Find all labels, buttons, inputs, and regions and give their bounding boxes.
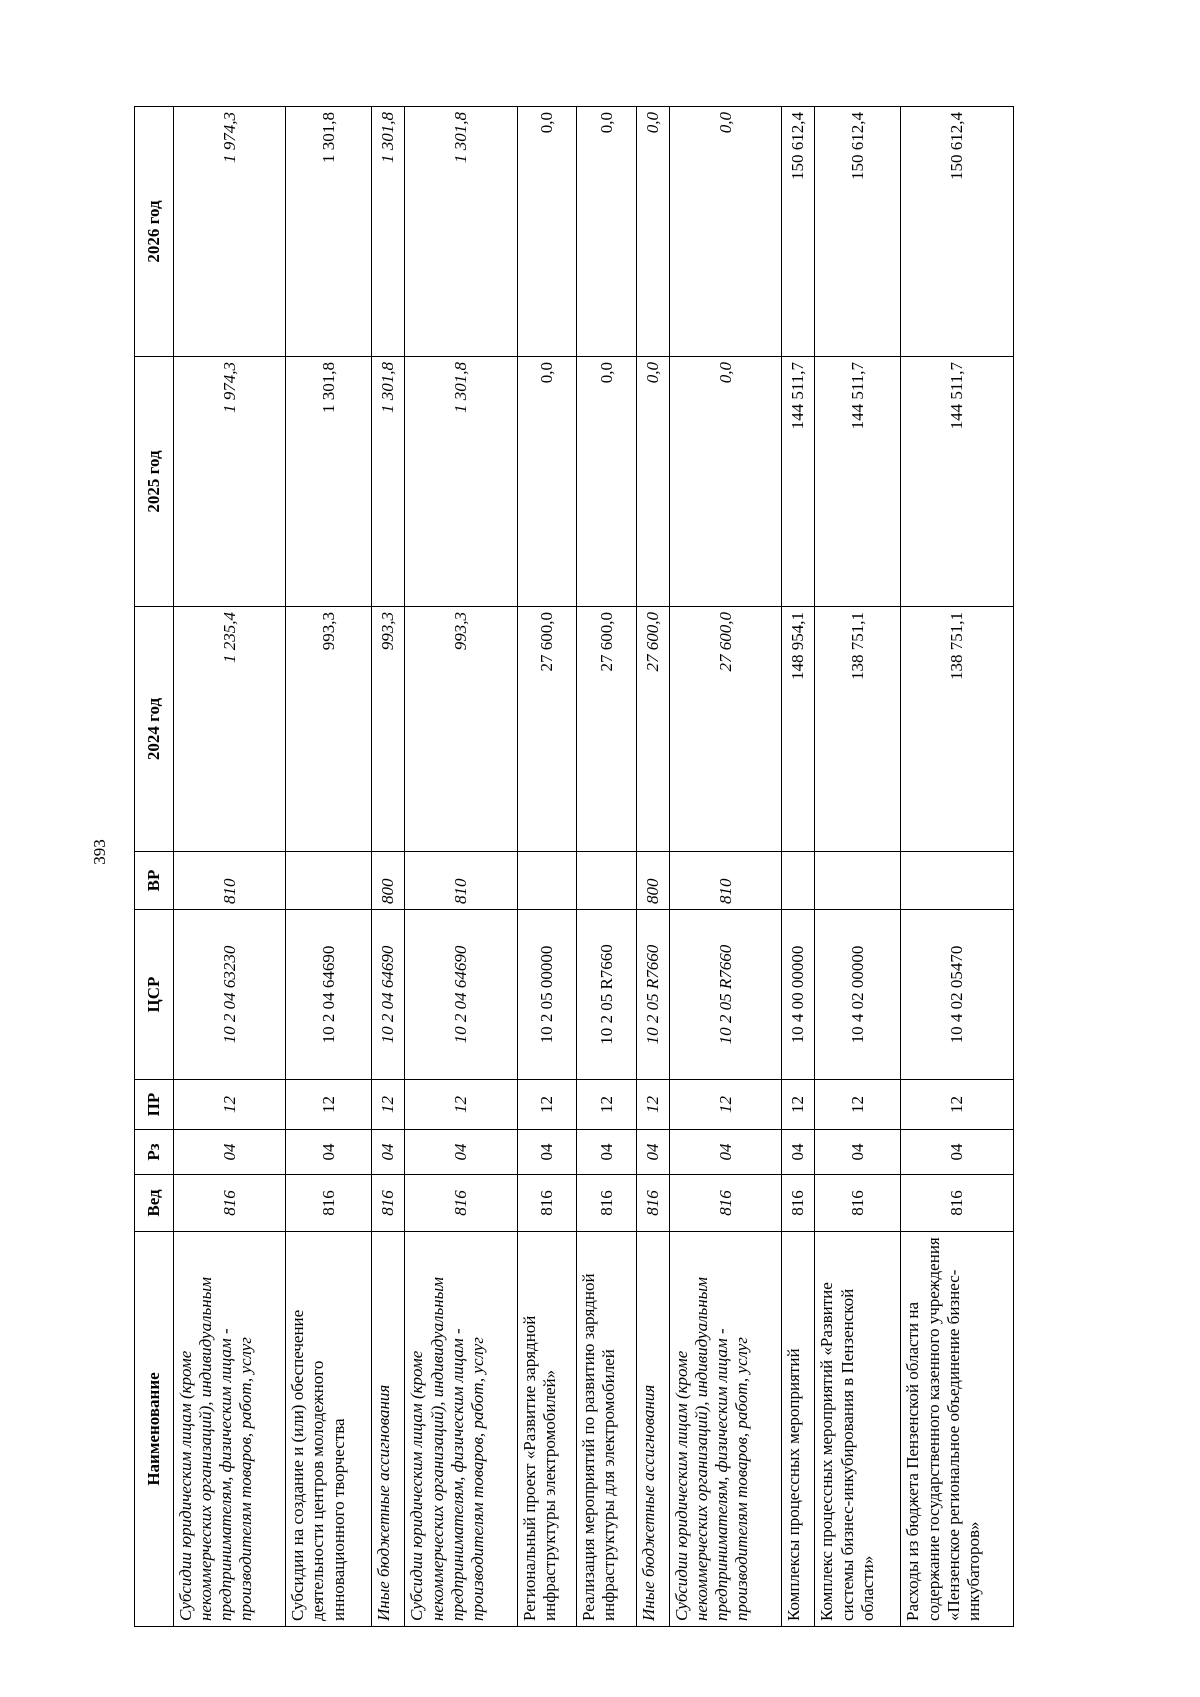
table-cell-ved: 816 bbox=[517, 1175, 577, 1232]
table-row bbox=[782, 107, 815, 1627]
table-cell-pr: 12 bbox=[577, 1080, 637, 1130]
table-row bbox=[286, 107, 372, 1627]
table-cell-2025: 144 511,7 bbox=[782, 357, 815, 607]
table-row bbox=[174, 107, 286, 1627]
table-cell-2025: 1 974,3 bbox=[174, 357, 286, 607]
table-cell-csr: 10 4 00 00000 bbox=[782, 910, 815, 1080]
table-row bbox=[372, 107, 405, 1627]
table-cell-pr: 12 bbox=[782, 1080, 815, 1130]
table-cell-2024: 138 751,1 bbox=[815, 607, 901, 852]
table-cell-vr: 810 bbox=[405, 852, 517, 910]
table-cell-2025: 1 301,8 bbox=[405, 357, 517, 607]
table-cell-2024: 27 600,0 bbox=[577, 607, 637, 852]
table-cell-pr: 12 bbox=[901, 1080, 1014, 1130]
table-cell-ved: 816 bbox=[669, 1175, 781, 1232]
table-cell-name: Иные бюджетные ассигнования bbox=[372, 1232, 405, 1627]
table-cell-2025: 0,0 bbox=[517, 357, 577, 607]
table-cell-vr: 810 bbox=[174, 852, 286, 910]
table-cell-2024: 148 954,1 bbox=[782, 607, 815, 852]
header-pr: ПР bbox=[135, 1080, 174, 1130]
table-header-row bbox=[135, 107, 174, 1627]
table-row bbox=[815, 107, 901, 1627]
table-cell-name: Субсидии юридическим лицам (кроме некоммерческих организаций), индивидуальным предпринимателям, физическим лицам - производителям товаров, работ, услуг bbox=[405, 1232, 517, 1627]
table-cell-rz: 04 bbox=[174, 1130, 286, 1175]
table-cell-pr: 12 bbox=[669, 1080, 781, 1130]
table-cell-ved: 816 bbox=[901, 1175, 1014, 1232]
page-number: 393 bbox=[90, 839, 109, 865]
table-cell-pr: 12 bbox=[636, 1080, 669, 1130]
table-cell-pr: 12 bbox=[286, 1080, 372, 1130]
table-cell-2026: 0,0 bbox=[636, 107, 669, 357]
table-cell-rz: 04 bbox=[782, 1130, 815, 1175]
table-cell-csr: 10 2 05 00000 bbox=[517, 910, 577, 1080]
header-name: Наименование bbox=[135, 1232, 174, 1627]
budget-table-sheet bbox=[134, 107, 1014, 1627]
table-cell-vr: 810 bbox=[669, 852, 781, 910]
table-cell-2025: 0,0 bbox=[577, 357, 637, 607]
table-cell-ved: 816 bbox=[405, 1175, 517, 1232]
table-cell-2024: 138 751,1 bbox=[901, 607, 1014, 852]
table-cell-2025: 144 511,7 bbox=[901, 357, 1014, 607]
table-cell-2026: 1 301,8 bbox=[286, 107, 372, 357]
table-cell-name: Реализация мероприятий по развитию зарядной инфраструктуры для электромобилей bbox=[577, 1232, 637, 1627]
table-cell-name: Иные бюджетные ассигнования bbox=[636, 1232, 669, 1627]
table-cell-csr: 10 4 02 05470 bbox=[901, 910, 1014, 1080]
table-cell-vr bbox=[577, 852, 637, 910]
table-cell-name: Расходы из бюджета Пензенской области на содержание государственного казенного учреждения «Пензенское региональное объединение бизнес-инкубаторов» bbox=[901, 1232, 1014, 1627]
table-cell-vr bbox=[286, 852, 372, 910]
table-cell-ved: 816 bbox=[286, 1175, 372, 1232]
table-cell-2026: 0,0 bbox=[517, 107, 577, 357]
table-cell-csr: 10 4 02 00000 bbox=[815, 910, 901, 1080]
table-row bbox=[517, 107, 577, 1627]
table-cell-rz: 04 bbox=[901, 1130, 1014, 1175]
table-cell-pr: 12 bbox=[174, 1080, 286, 1130]
table-cell-vr bbox=[901, 852, 1014, 910]
table-cell-2025: 1 301,8 bbox=[286, 357, 372, 607]
table-cell-2024: 1 235,4 bbox=[174, 607, 286, 852]
table-cell-rz: 04 bbox=[577, 1130, 637, 1175]
table-cell-2024: 27 600,0 bbox=[517, 607, 577, 852]
table-cell-vr bbox=[517, 852, 577, 910]
table-cell-2026: 1 301,8 bbox=[372, 107, 405, 357]
table-cell-name: Комплексы процессных мероприятий bbox=[782, 1232, 815, 1627]
table-cell-csr: 10 2 05 R7660 bbox=[636, 910, 669, 1080]
table-cell-name: Комплекс процессных мероприятий «Развитие системы бизнес-инкубирования в Пензенской области» bbox=[815, 1232, 901, 1627]
table-cell-2024: 993,3 bbox=[372, 607, 405, 852]
table-cell-rz: 04 bbox=[517, 1130, 577, 1175]
table-cell-name: Субсидии юридическим лицам (кроме некоммерческих организаций), индивидуальным предпринимателям, физическим лицам - производителям товаров, работ, услуг bbox=[669, 1232, 781, 1627]
table-cell-vr: 800 bbox=[636, 852, 669, 910]
table-cell-2026: 1 974,3 bbox=[174, 107, 286, 357]
table-cell-name: Субсидии на создание и (или) обеспечение деятельности центров молодежного инновационного творчества bbox=[286, 1232, 372, 1627]
table-cell-2026: 1 301,8 bbox=[405, 107, 517, 357]
table-cell-csr: 10 2 04 63230 bbox=[174, 910, 286, 1080]
table-cell-2026: 150 612,4 bbox=[782, 107, 815, 357]
table-cell-ved: 816 bbox=[174, 1175, 286, 1232]
rotated-table-container bbox=[134, 107, 1014, 1627]
table-cell-2025: 144 511,7 bbox=[815, 357, 901, 607]
table-cell-2025: 0,0 bbox=[669, 357, 781, 607]
table-cell-pr: 12 bbox=[405, 1080, 517, 1130]
table-row bbox=[577, 107, 637, 1627]
table-cell-rz: 04 bbox=[815, 1130, 901, 1175]
table-cell-pr: 12 bbox=[815, 1080, 901, 1130]
table-cell-2026: 0,0 bbox=[577, 107, 637, 357]
table-cell-2024: 27 600,0 bbox=[669, 607, 781, 852]
table-cell-2024: 27 600,0 bbox=[636, 607, 669, 852]
table-row bbox=[669, 107, 781, 1627]
table-cell-csr: 10 2 05 R7660 bbox=[669, 910, 781, 1080]
table-cell-csr: 10 2 04 64690 bbox=[286, 910, 372, 1080]
table-cell-vr: 800 bbox=[372, 852, 405, 910]
header-csr: ЦСР bbox=[135, 910, 174, 1080]
budget-table bbox=[134, 106, 1014, 1627]
table-cell-rz: 04 bbox=[286, 1130, 372, 1175]
table-cell-2025: 0,0 bbox=[636, 357, 669, 607]
table-cell-csr: 10 2 04 64690 bbox=[405, 910, 517, 1080]
table-cell-2025: 1 301,8 bbox=[372, 357, 405, 607]
table-cell-csr: 10 2 04 64690 bbox=[372, 910, 405, 1080]
table-cell-ved: 816 bbox=[577, 1175, 637, 1232]
table-cell-csr: 10 2 05 R7660 bbox=[577, 910, 637, 1080]
table-cell-rz: 04 bbox=[405, 1130, 517, 1175]
table-cell-2024: 993,3 bbox=[286, 607, 372, 852]
header-2025: 2025 год bbox=[135, 357, 174, 607]
header-ved: Вед bbox=[135, 1175, 174, 1232]
table-row bbox=[901, 107, 1014, 1627]
header-2024: 2024 год bbox=[135, 607, 174, 852]
table-cell-pr: 12 bbox=[372, 1080, 405, 1130]
table-cell-ved: 816 bbox=[815, 1175, 901, 1232]
table-cell-vr bbox=[815, 852, 901, 910]
table-cell-2026: 150 612,4 bbox=[901, 107, 1014, 357]
table-cell-rz: 04 bbox=[636, 1130, 669, 1175]
table-cell-ved: 816 bbox=[782, 1175, 815, 1232]
table-cell-rz: 04 bbox=[372, 1130, 405, 1175]
table-cell-name: Субсидии юридическим лицам (кроме некоммерческих организаций), индивидуальным предпринимателям, физическим лицам - производителям товаров, работ, услуг bbox=[174, 1232, 286, 1627]
header-vr: ВР bbox=[135, 852, 174, 910]
table-cell-name: Региональный проект «Развитие зарядной инфраструктуры электромобилей» bbox=[517, 1232, 577, 1627]
table-cell-ved: 816 bbox=[372, 1175, 405, 1232]
table-cell-pr: 12 bbox=[517, 1080, 577, 1130]
table-cell-vr bbox=[782, 852, 815, 910]
table-row bbox=[636, 107, 669, 1627]
table-body bbox=[174, 107, 1014, 1627]
table-cell-2026: 0,0 bbox=[669, 107, 781, 357]
table-row bbox=[405, 107, 517, 1627]
table-cell-2024: 993,3 bbox=[405, 607, 517, 852]
table-cell-rz: 04 bbox=[669, 1130, 781, 1175]
table-cell-2026: 150 612,4 bbox=[815, 107, 901, 357]
header-2026: 2026 год bbox=[135, 107, 174, 357]
header-rz: Рз bbox=[135, 1130, 174, 1175]
table-cell-ved: 816 bbox=[636, 1175, 669, 1232]
